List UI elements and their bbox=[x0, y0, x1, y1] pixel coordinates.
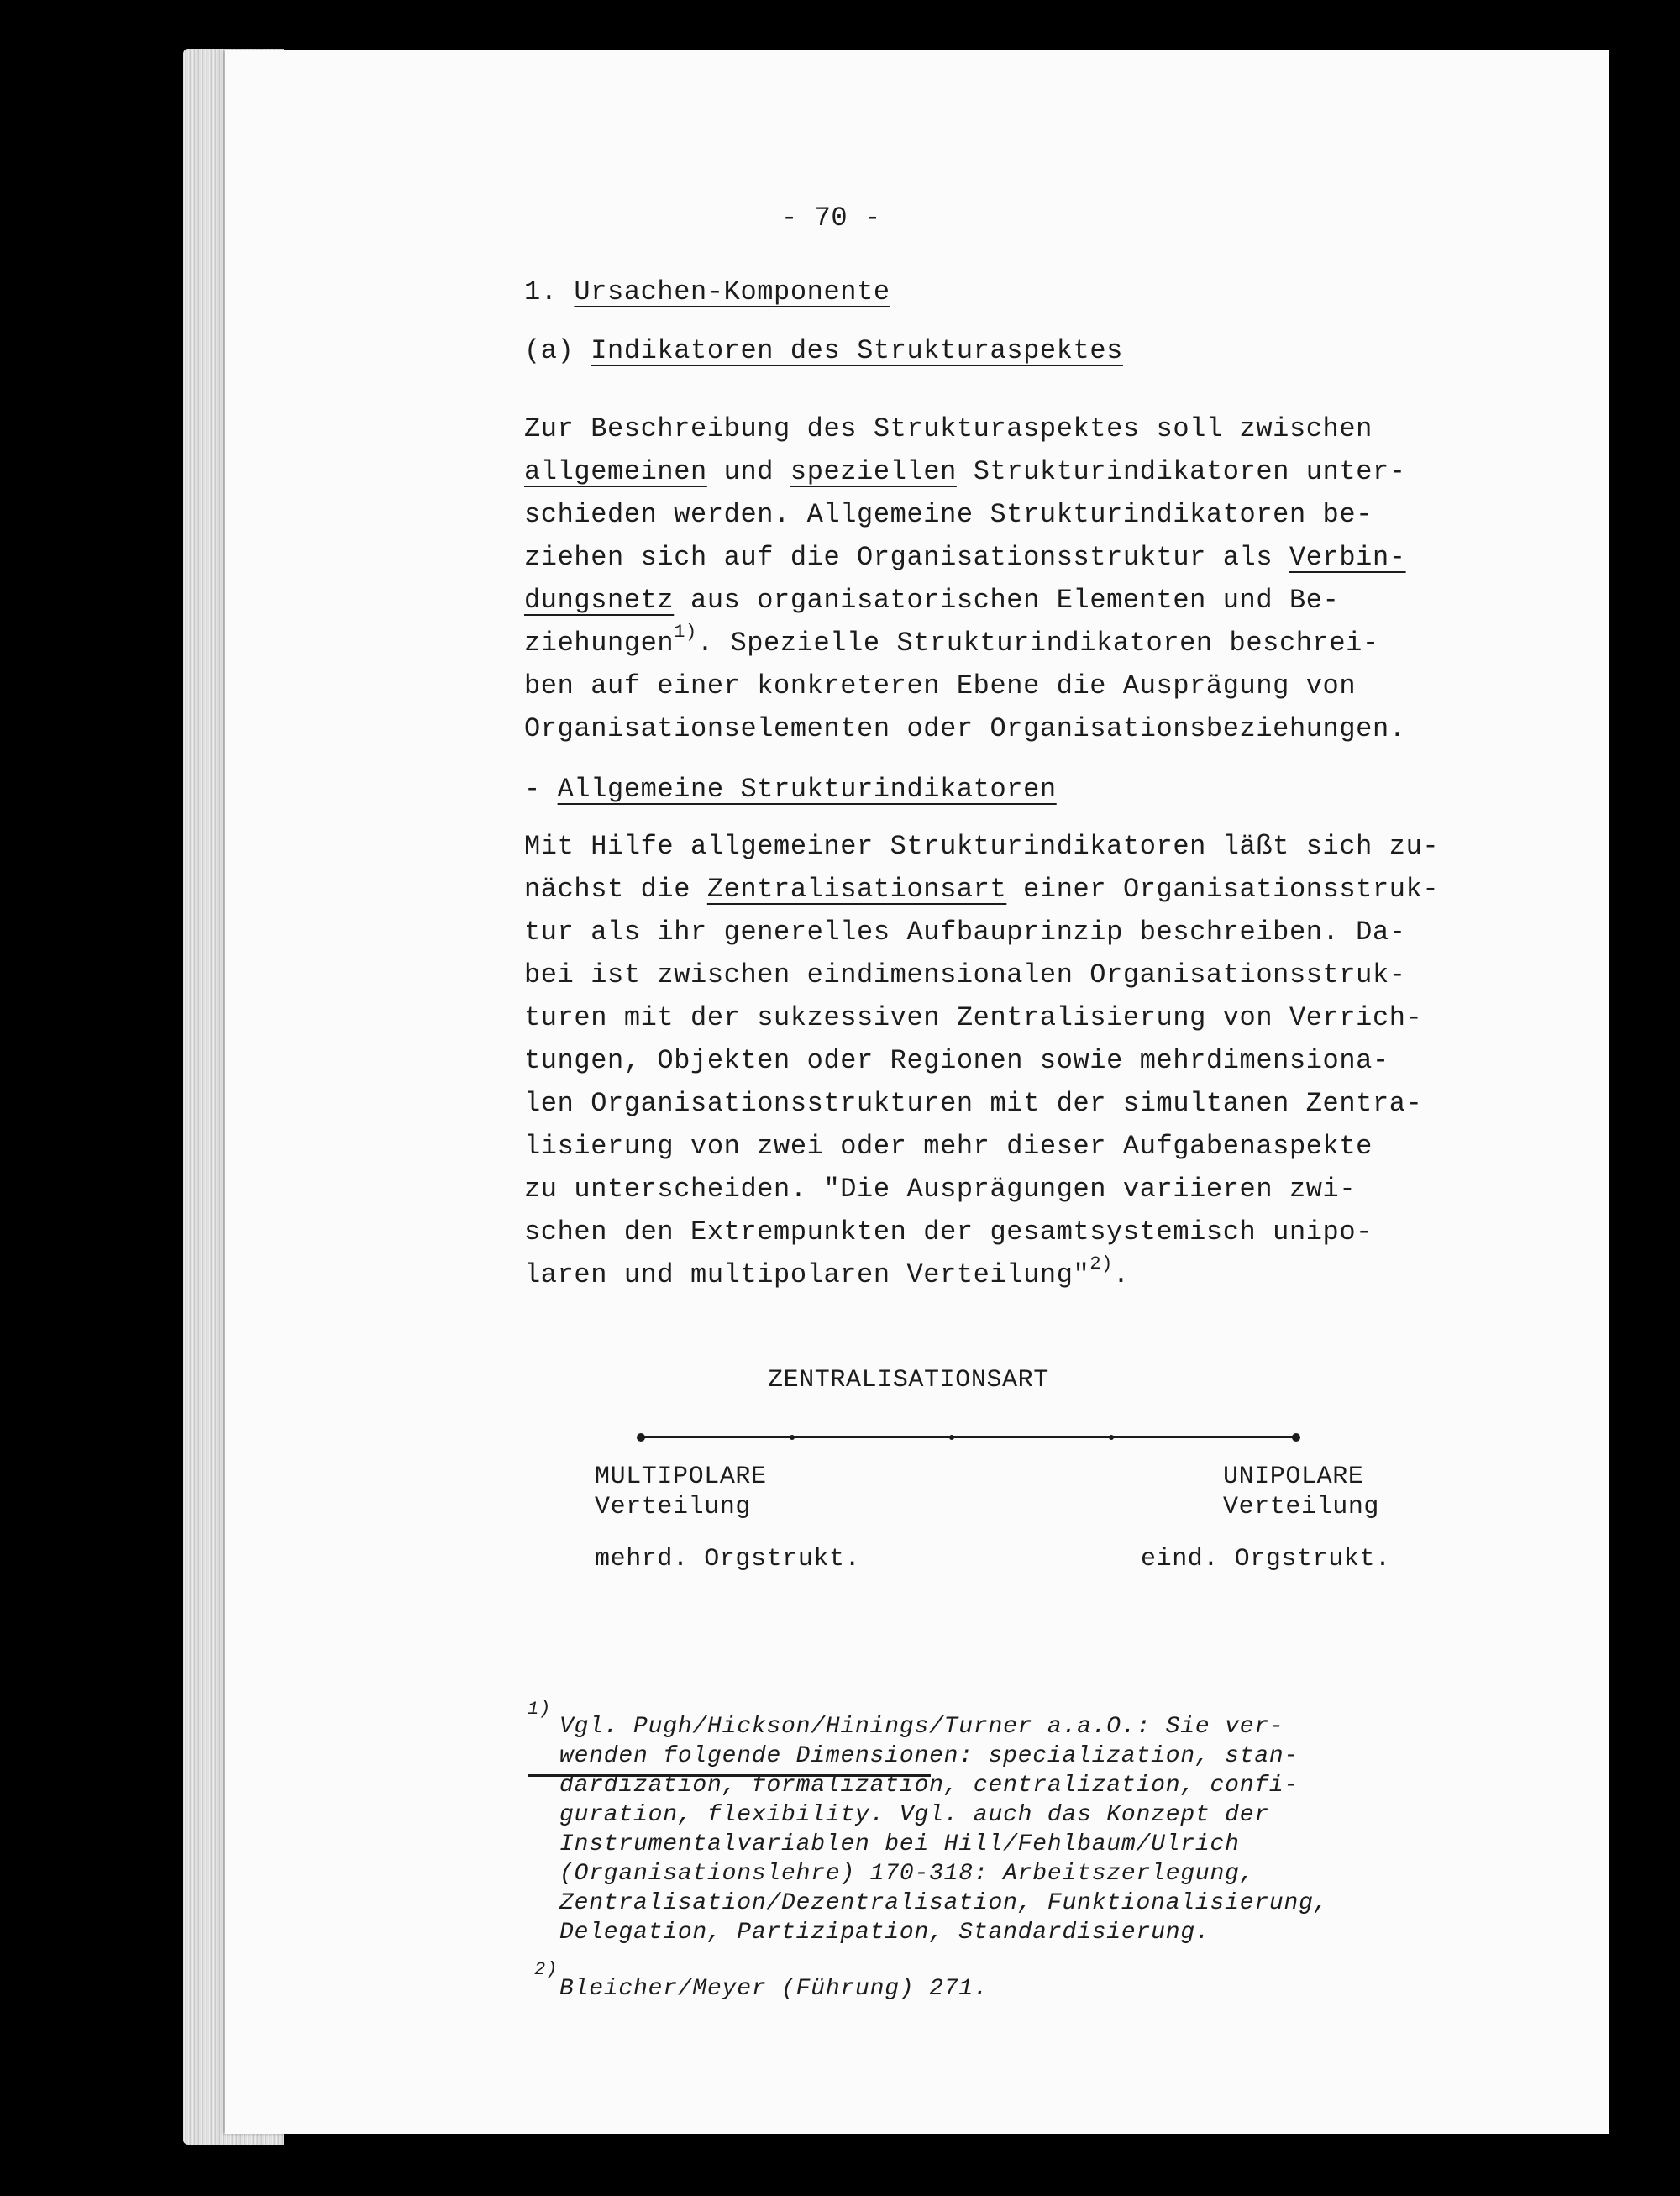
para2-line7: len Organisationsstrukturen mit der simultanen Zentra- bbox=[524, 1088, 1423, 1119]
para1-line6 bbox=[524, 622, 1379, 659]
diagram-axis-tick bbox=[790, 1435, 795, 1440]
para1-line8: Organisationselementen oder Organisationsbeziehungen. bbox=[524, 713, 1406, 744]
footnote-1-line8: Delegation, Partizipation, Standardisierung. bbox=[559, 1920, 1210, 1946]
footnote-1-line2: wenden folgende Dimensionen: specialization, stan- bbox=[559, 1743, 1299, 1769]
para2-line2-rest: einer Organisationsstruk- bbox=[1023, 874, 1440, 905]
footnote-2-mark: 2) bbox=[534, 1959, 559, 1980]
para1-line3: schieden werden. Allgemeine Strukturindikatoren be- bbox=[524, 499, 1373, 530]
diagram-axis-tick bbox=[1109, 1435, 1114, 1440]
para1-line5 bbox=[524, 587, 1339, 614]
para1-line7: ben auf einer konkreteren Ebene die Ausprägung von bbox=[524, 670, 1357, 701]
diagram-title: ZENTRALISATIONSART bbox=[768, 1366, 1049, 1395]
term-allgemeinen: allgemeinen bbox=[524, 456, 707, 487]
heading-subsection-prefix: (a) bbox=[524, 335, 575, 366]
diagram-axis-right-end bbox=[1292, 1433, 1300, 1442]
para1-line5-rest: aus organisatorischen Elementen und Be- bbox=[690, 585, 1340, 616]
term-speziellen: speziellen bbox=[790, 456, 957, 487]
diagram-left-label-3: mehrd. Orgstrukt. bbox=[595, 1545, 861, 1573]
para1-line1: Zur Beschreibung des Strukturaspektes soll zwischen bbox=[524, 413, 1373, 444]
footnote-1-line1: Vgl. Pugh/Hickson/Hinings/Turner a.a.O.: Sie ver- bbox=[559, 1714, 1284, 1740]
para2-line11-end: . bbox=[1112, 1259, 1130, 1290]
para1-line4-text: ziehen sich auf die Organisationsstruktur als bbox=[524, 542, 1273, 573]
footnote-1-line4: guration, flexibility. Vgl. auch das Konzept der bbox=[559, 1802, 1269, 1828]
footnote-ref-2: 2) bbox=[1089, 1253, 1113, 1275]
term-zentralisationsart: Zentralisationsart bbox=[706, 874, 1007, 905]
para2-line8: lisierung von zwei oder mehr dieser Aufgabenaspekte bbox=[524, 1131, 1373, 1162]
diagram-axis-tick bbox=[949, 1435, 954, 1440]
para1-line2-and: und bbox=[723, 456, 774, 487]
heading-section-title: Ursachen-Komponente bbox=[574, 276, 890, 307]
heading-subsection bbox=[524, 335, 1123, 366]
para2-line2-start: nächst die bbox=[524, 874, 691, 905]
subheading-dash: - bbox=[524, 774, 541, 805]
footnote-1-line6: (Organisationslehre) 170-318: Arbeitszerlegung, bbox=[559, 1861, 1255, 1887]
para2-line11 bbox=[524, 1253, 1130, 1290]
para2-line4: bei ist zwischen eindimensionalen Organisationsstruk- bbox=[524, 959, 1406, 990]
footnote-1-mark: 1) bbox=[528, 1699, 552, 1720]
para2-line10: schen den Extrempunkten der gesamtsystemisch unipo- bbox=[524, 1216, 1373, 1248]
heading-section-number: 1. bbox=[524, 276, 558, 307]
para2-line6: tungen, Objekten oder Regionen sowie mehrdimensiona- bbox=[524, 1045, 1389, 1076]
footnote-1-line5: Instrumentalvariablen bei Hill/Fehlbaum/Ulrich bbox=[559, 1831, 1240, 1857]
diagram-left-label-2: Verteilung bbox=[595, 1493, 752, 1521]
para2-line11-text: laren und multipolaren Verteilung" bbox=[524, 1259, 1090, 1290]
heading-section bbox=[524, 276, 890, 307]
para1-line6-word: ziehungen bbox=[524, 628, 675, 659]
para1-line4 bbox=[524, 544, 1406, 571]
diagram-right-label-2: Verteilung bbox=[1223, 1493, 1380, 1521]
para2-line5: turen mit der sukzessiven Zentralisierung von Verrich- bbox=[524, 1002, 1423, 1033]
page-number: - 70 - bbox=[781, 202, 881, 234]
footnote-1-line7: Zentralisation/Dezentralisation, Funktionalisierung, bbox=[559, 1890, 1329, 1916]
para1-line2-rest: Strukturindikatoren unter- bbox=[973, 456, 1406, 487]
diagram-axis-line bbox=[641, 1436, 1296, 1438]
footnote-1-line3: dardization, formalization, centralization, confi- bbox=[559, 1773, 1299, 1799]
term-verbindungsnetz-part1: Verbin- bbox=[1289, 542, 1406, 573]
para2-line9: zu unterscheiden. "Die Ausprägungen variieren zwi- bbox=[524, 1174, 1357, 1205]
para2-line2 bbox=[524, 876, 1439, 903]
para1-line6-rest: . Spezielle Strukturindikatoren beschrei- bbox=[696, 628, 1379, 659]
term-verbindungsnetz-part2: dungsnetz bbox=[524, 585, 675, 616]
para2-line3: tur als ihr generelles Aufbauprinzip beschreiben. Da- bbox=[524, 917, 1406, 948]
diagram-axis-left-end bbox=[637, 1433, 645, 1442]
footnote-ref-1: 1) bbox=[674, 622, 697, 644]
subheading-title: Allgemeine Strukturindikatoren bbox=[557, 774, 1057, 805]
heading-subsection-title: Indikatoren des Strukturaspektes bbox=[591, 335, 1123, 366]
footnote-2-line1: Bleicher/Meyer (Führung) 271. bbox=[559, 1976, 989, 2002]
diagram-right-label-3: eind. Orgstrukt. bbox=[1141, 1545, 1391, 1573]
diagram-right-label-1: UNIPOLARE bbox=[1223, 1463, 1364, 1491]
document-page bbox=[225, 50, 1609, 2134]
para2-line1: Mit Hilfe allgemeiner Strukturindikatoren läßt sich zu- bbox=[524, 831, 1440, 862]
subheading-allgemeine bbox=[524, 776, 1057, 803]
para1-line2 bbox=[524, 456, 1406, 487]
diagram-left-label-1: MULTIPOLARE bbox=[595, 1463, 767, 1491]
